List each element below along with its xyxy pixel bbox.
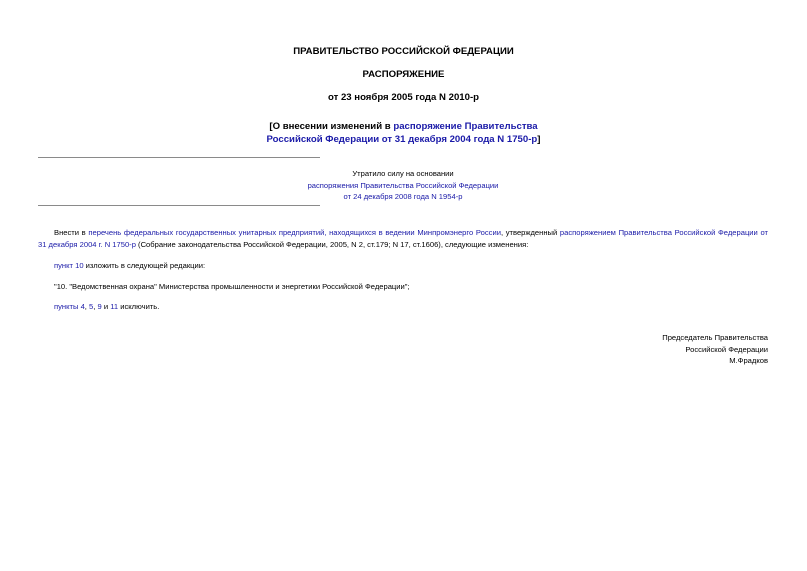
items-sep-2: , [93, 302, 98, 311]
signature-block [662, 332, 768, 367]
items-sep-3: и [101, 302, 111, 311]
main-text-3: (Собрание законодательства Российской Федерации, 2005, N 2, ст.179; N 17, ст.1606), следующие изменения: [135, 239, 529, 249]
main-text-2: , утвержденный [500, 228, 560, 237]
divider-top [38, 157, 320, 158]
main-text-1: Внести в [54, 228, 89, 237]
item-9-link[interactable]: 9 [97, 302, 102, 311]
repeal-notice-link[interactable]: распоряжения Правительства Российской Федерации [307, 180, 499, 190]
item-10-new-wording: "10. "Ведомственная охрана" Министерства промышленности и энергетики Российской Федерации"; [54, 282, 410, 291]
repeal-notice [280, 168, 526, 203]
enterprises-list-link[interactable]: перечень федеральных государственных унитарных предприятий, находящихся в ведении Минпромэнерго России [88, 228, 501, 237]
document-type: РАСПОРЯЖЕНИЕ [362, 69, 445, 80]
items-sep-1: , [84, 302, 90, 311]
subject-suffix: ] [537, 134, 541, 145]
subject-link-order-1750[interactable]: распоряжение Правительства [393, 121, 538, 132]
government-name: ПРАВИТЕЛЬСТВО РОССИЙСКОЙ ФЕДЕРАЦИИ [293, 46, 514, 57]
item-10-paragraph [54, 260, 205, 272]
items-suffix: исключить. [118, 302, 160, 311]
items-link[interactable]: пункты [54, 302, 81, 311]
document-date: от 23 ноября 2005 года N 2010-р [327, 92, 480, 103]
divider-bottom [38, 205, 320, 206]
main-paragraph [38, 227, 768, 250]
repeal-notice-link-date[interactable]: от 24 декабря 2008 года N 1954-р [343, 192, 463, 201]
document-subject [0, 120, 807, 146]
signature-position: Председатель Правительства [662, 333, 768, 342]
item-10-link[interactable]: пункт 10 [54, 261, 84, 270]
order-1750-link[interactable]: распоряжением Правительства Российской Федерации от 31 декабря 2004 г. N 1750-р [38, 228, 768, 249]
signature-position-cont: Российской Федерации [685, 344, 768, 354]
repeal-notice-text: Утратило силу на основании [352, 169, 454, 178]
subject-prefix: [О внесении изменений в [269, 121, 394, 132]
item-10-text: изложить в следующей редакции: [83, 261, 206, 270]
item-4-link[interactable]: 4 [80, 302, 85, 311]
subject-link-order-1750-cont[interactable]: Российской Федерации от 31 декабря 2004 года N 1750-р [266, 134, 538, 145]
item-5-link[interactable]: 5 [89, 302, 94, 311]
signature-name: М.Фрадков [729, 356, 768, 365]
item-11-link[interactable]: 11 [110, 302, 119, 311]
items-exclusion-paragraph [54, 301, 159, 313]
